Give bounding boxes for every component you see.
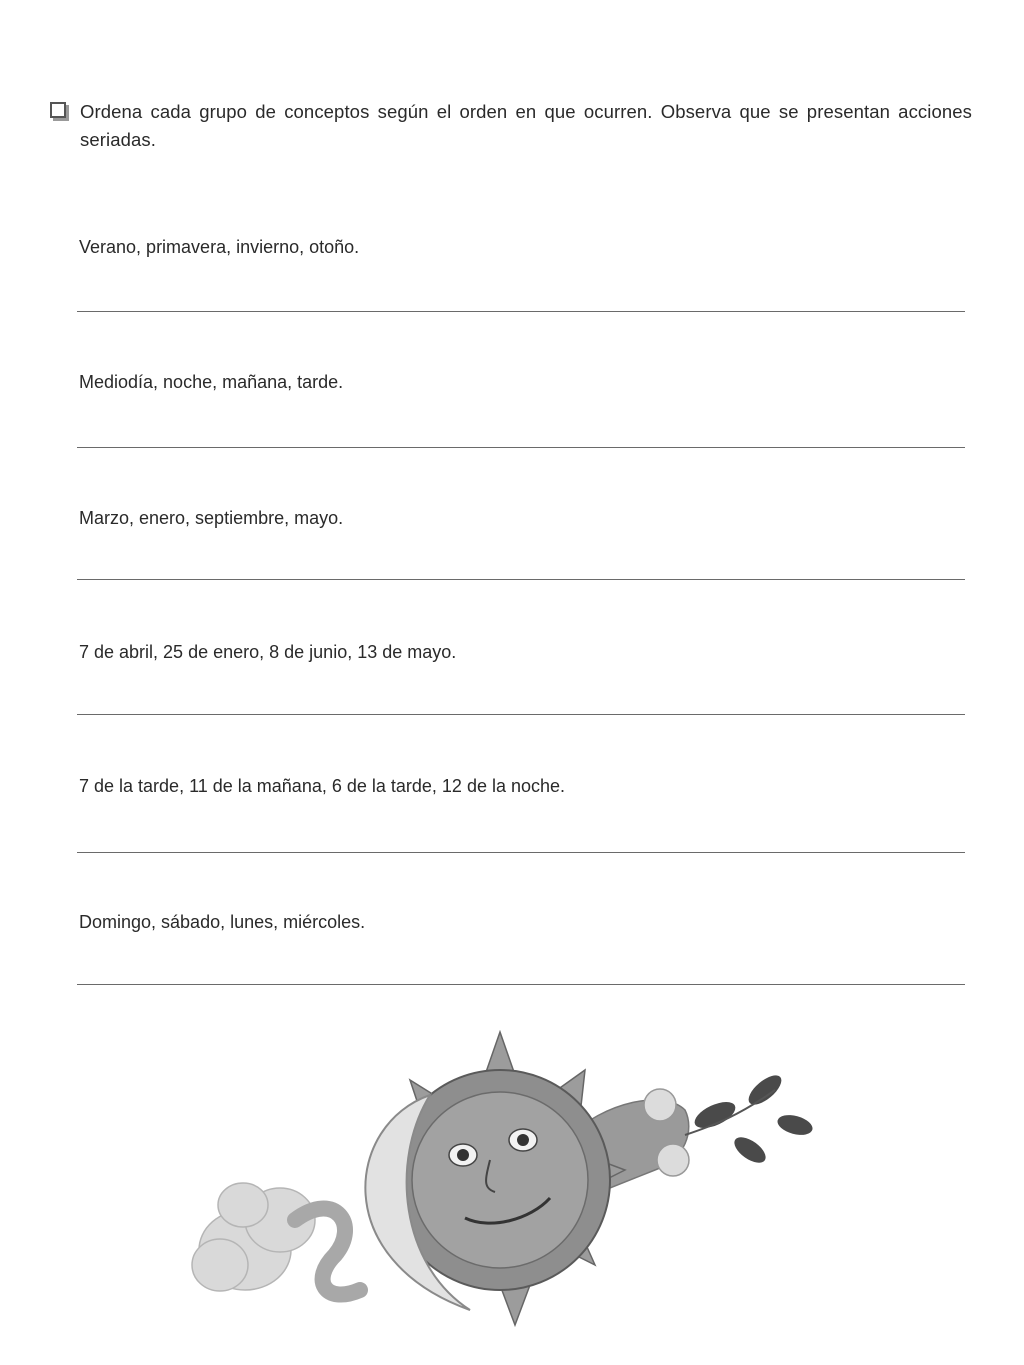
answer-line[interactable] (77, 579, 965, 580)
answer-line[interactable] (77, 852, 965, 853)
ribbon-icon (295, 1209, 360, 1295)
exercise-item-1 (79, 236, 969, 258)
instruction (52, 98, 972, 154)
exercise-item-2 (79, 371, 969, 393)
leaf-icon (685, 1070, 815, 1167)
exercise-text: Marzo, enero, septiembre, mayo. (79, 508, 344, 528)
answer-line[interactable] (77, 311, 965, 312)
exercise-text: 7 de abril, 25 de enero, 8 de junio, 13 de mayo. (79, 642, 457, 662)
answer-line[interactable] (77, 447, 965, 448)
exercise-item-4 (79, 641, 969, 663)
exercise-text: 7 de la tarde, 11 de la mañana, 6 de la tarde, 12 de la noche. (79, 776, 566, 796)
checkbox-icon[interactable] (50, 102, 66, 118)
answer-line[interactable] (77, 714, 965, 715)
exercise-text: Verano, primavera, invierno, otoño. (79, 237, 360, 257)
exercise-item-5 (79, 775, 969, 797)
answer-line[interactable] (77, 984, 965, 985)
sun-moon-illustration (185, 1030, 835, 1330)
exercise-text: Domingo, sábado, lunes, miércoles. (79, 912, 366, 932)
exercise-text: Mediodía, noche, mañana, tarde. (79, 372, 344, 392)
exercise-item-3 (79, 507, 969, 529)
instruction-text: Ordena cada grupo de conceptos según el orden en que ocurren. Observa que se presentan acciones seriadas. (80, 101, 972, 150)
cloud-icon (192, 1183, 315, 1291)
exercise-item-6 (79, 911, 969, 933)
